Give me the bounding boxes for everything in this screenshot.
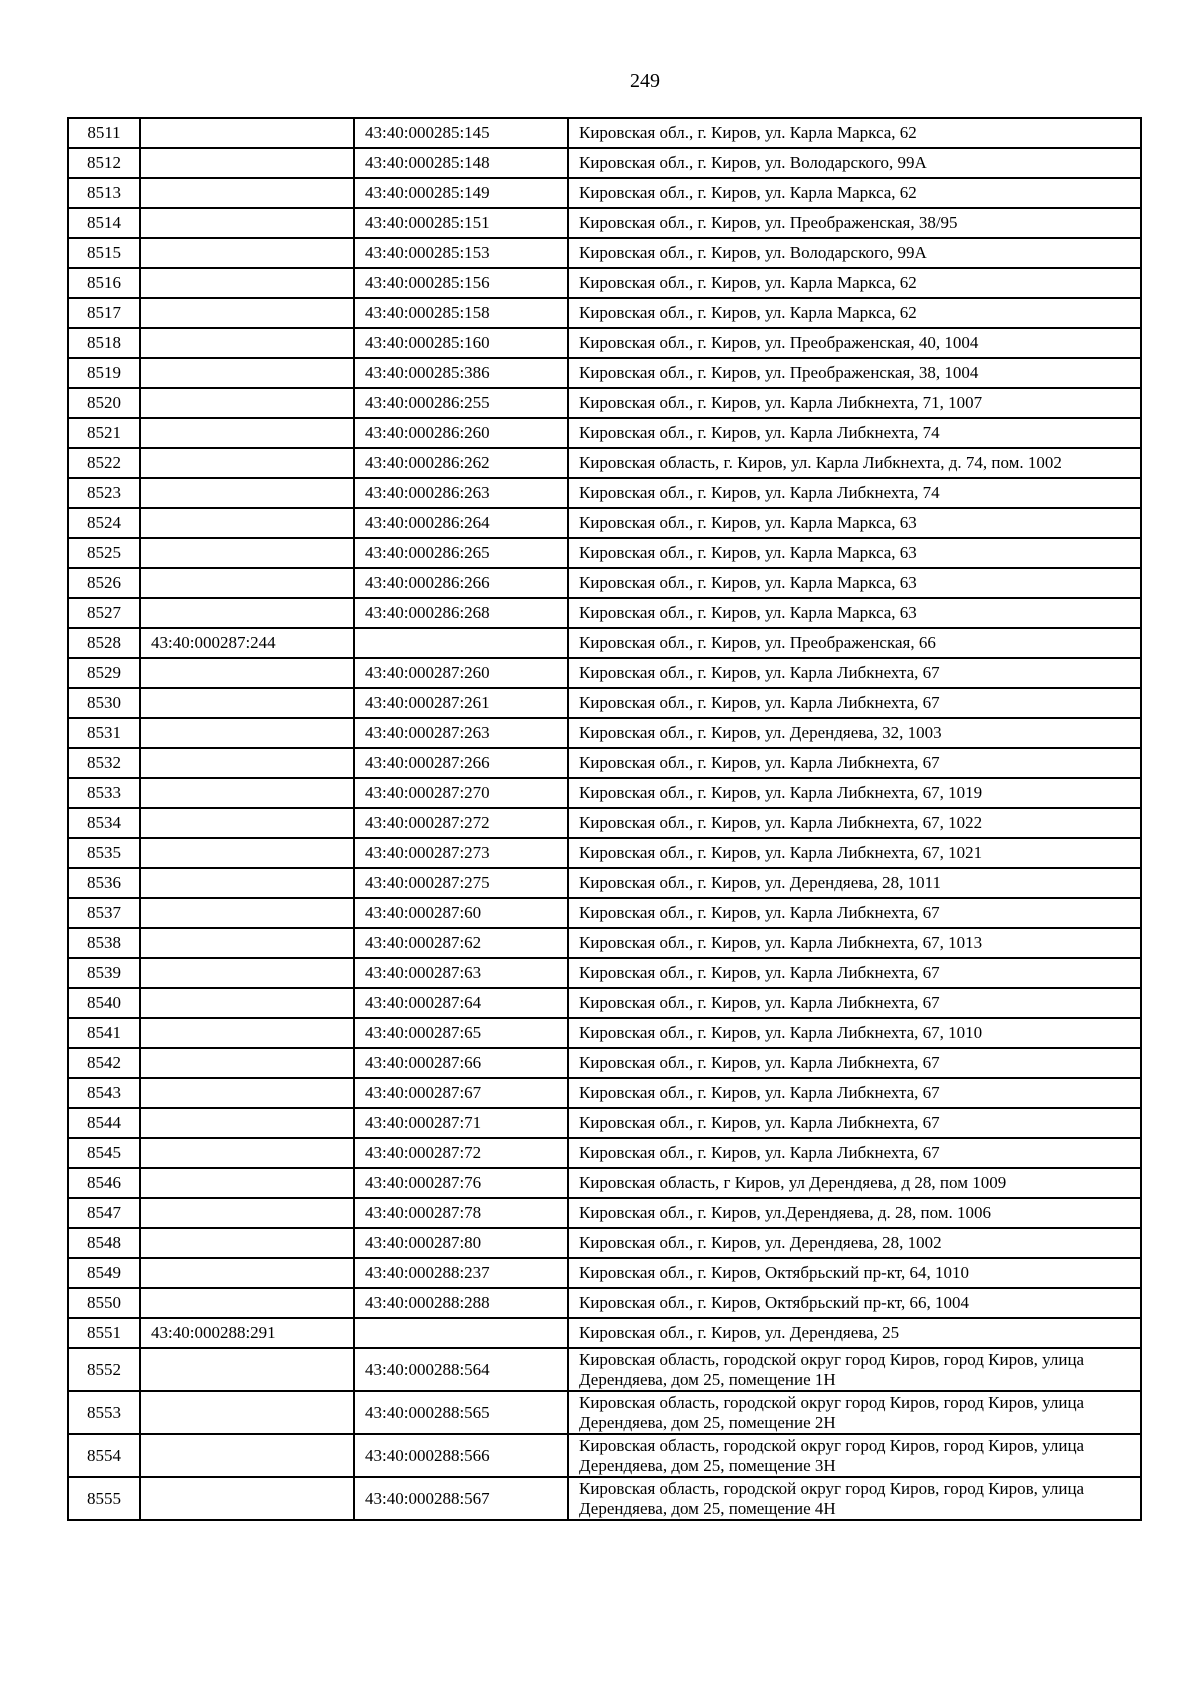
building-cadastral-number-cell: 43:40:000287:62 — [354, 928, 568, 958]
registry-table-body — [68, 118, 1141, 1520]
cadastral-number-cell — [140, 658, 354, 688]
building-cadastral-number-cell: 43:40:000285:156 — [354, 268, 568, 298]
cadastral-number-cell — [140, 808, 354, 838]
address-cell: Кировская область, городской округ город Киров, город Киров, улица Дерендяева, дом 25, помещение 4Н — [568, 1477, 1141, 1520]
building-cadastral-number-cell: 43:40:000288:565 — [354, 1391, 568, 1434]
row-number-cell: 8518 — [68, 328, 140, 358]
table-row — [68, 598, 1141, 628]
building-cadastral-number-cell: 43:40:000286:265 — [354, 538, 568, 568]
address-cell: Кировская обл., г. Киров, ул. Преображенская, 38/95 — [568, 208, 1141, 238]
address-cell: Кировская обл., г. Киров, ул. Карла Либкнехта, 67 — [568, 1048, 1141, 1078]
building-cadastral-number-cell: 43:40:000287:263 — [354, 718, 568, 748]
address-cell: Кировская обл., г. Киров, ул. Карла Либкнехта, 67 — [568, 748, 1141, 778]
cadastral-number-cell — [140, 1138, 354, 1168]
address-cell: Кировская обл., г. Киров, ул. Карла Либкнехта, 74 — [568, 478, 1141, 508]
row-number-cell: 8523 — [68, 478, 140, 508]
row-number-cell: 8527 — [68, 598, 140, 628]
building-cadastral-number-cell: 43:40:000287:260 — [354, 658, 568, 688]
cadastral-number-cell — [140, 568, 354, 598]
cadastral-number-cell — [140, 538, 354, 568]
cadastral-number-cell — [140, 448, 354, 478]
building-cadastral-number-cell: 43:40:000287:272 — [354, 808, 568, 838]
table-row — [68, 1168, 1141, 1198]
building-cadastral-number-cell: 43:40:000287:261 — [354, 688, 568, 718]
cadastral-number-cell — [140, 1108, 354, 1138]
cadastral-number-cell — [140, 1348, 354, 1391]
row-number-cell: 8515 — [68, 238, 140, 268]
address-cell: Кировская обл., г. Киров, ул. Преображенская, 66 — [568, 628, 1141, 658]
address-cell: Кировская область, городской округ город Киров, город Киров, улица Дерендяева, дом 25, помещение 3Н — [568, 1434, 1141, 1477]
table-row — [68, 268, 1141, 298]
row-number-cell: 8554 — [68, 1434, 140, 1477]
address-cell: Кировская обл., г. Киров, ул. Карла Либкнехта, 67, 1021 — [568, 838, 1141, 868]
building-cadastral-number-cell: 43:40:000287:275 — [354, 868, 568, 898]
cadastral-number-cell — [140, 988, 354, 1018]
building-cadastral-number-cell: 43:40:000287:270 — [354, 778, 568, 808]
address-cell: Кировская обл., г. Киров, ул. Карла Либкнехта, 67 — [568, 688, 1141, 718]
building-cadastral-number-cell: 43:40:000287:266 — [354, 748, 568, 778]
table-row — [68, 1318, 1141, 1348]
building-cadastral-number-cell: 43:40:000287:71 — [354, 1108, 568, 1138]
row-number-cell: 8543 — [68, 1078, 140, 1108]
row-number-cell: 8540 — [68, 988, 140, 1018]
row-number-cell: 8516 — [68, 268, 140, 298]
cadastral-number-cell — [140, 688, 354, 718]
address-cell: Кировская область, городской округ город Киров, город Киров, улица Дерендяева, дом 25, помещение 2Н — [568, 1391, 1141, 1434]
building-cadastral-number-cell: 43:40:000287:67 — [354, 1078, 568, 1108]
building-cadastral-number-cell: 43:40:000287:65 — [354, 1018, 568, 1048]
address-cell: Кировская обл., г. Киров, ул. Карла Либкнехта, 67 — [568, 898, 1141, 928]
table-row — [68, 838, 1141, 868]
cadastral-number-cell: 43:40:000288:291 — [140, 1318, 354, 1348]
cadastral-number-cell — [140, 1288, 354, 1318]
cadastral-number-cell — [140, 508, 354, 538]
row-number-cell: 8525 — [68, 538, 140, 568]
cadastral-number-cell — [140, 328, 354, 358]
address-cell: Кировская обл., г. Киров, ул. Карла Либкнехта, 74 — [568, 418, 1141, 448]
building-cadastral-number-cell: 43:40:000286:260 — [354, 418, 568, 448]
cadastral-number-cell — [140, 388, 354, 418]
cadastral-number-cell — [140, 268, 354, 298]
table-row — [68, 568, 1141, 598]
address-cell: Кировская обл., г. Киров, ул. Володарского, 99А — [568, 238, 1141, 268]
table-row — [68, 928, 1141, 958]
row-number-cell: 8555 — [68, 1477, 140, 1520]
building-cadastral-number-cell: 43:40:000288:564 — [354, 1348, 568, 1391]
building-cadastral-number-cell: 43:40:000287:63 — [354, 958, 568, 988]
cadastral-number-cell — [140, 868, 354, 898]
row-number-cell: 8533 — [68, 778, 140, 808]
cadastral-number-cell — [140, 928, 354, 958]
table-row — [68, 958, 1141, 988]
building-cadastral-number-cell: 43:40:000286:263 — [354, 478, 568, 508]
table-row — [68, 328, 1141, 358]
table-row — [68, 238, 1141, 268]
address-cell: Кировская обл., г. Киров, ул. Карла Либкнехта, 67 — [568, 1138, 1141, 1168]
building-cadastral-number-cell: 43:40:000286:255 — [354, 388, 568, 418]
table-row — [68, 808, 1141, 838]
row-number-cell: 8546 — [68, 1168, 140, 1198]
row-number-cell: 8548 — [68, 1228, 140, 1258]
building-cadastral-number-cell: 43:40:000287:60 — [354, 898, 568, 928]
table-row — [68, 148, 1141, 178]
cadastral-number-cell — [140, 778, 354, 808]
row-number-cell: 8529 — [68, 658, 140, 688]
cadastral-number-cell — [140, 1477, 354, 1520]
address-cell: Кировская обл., г. Киров, ул. Дерендяева, 28, 1002 — [568, 1228, 1141, 1258]
row-number-cell: 8522 — [68, 448, 140, 478]
address-cell: Кировская обл., г. Киров, ул. Володарского, 99А — [568, 148, 1141, 178]
address-cell: Кировская обл., г. Киров, ул. Карла Либкнехта, 67, 1013 — [568, 928, 1141, 958]
building-cadastral-number-cell: 43:40:000285:158 — [354, 298, 568, 328]
cadastral-number-cell — [140, 418, 354, 448]
table-row — [68, 1048, 1141, 1078]
address-cell: Кировская обл., г. Киров, ул. Карла Маркса, 62 — [568, 118, 1141, 148]
row-number-cell: 8547 — [68, 1198, 140, 1228]
row-number-cell: 8553 — [68, 1391, 140, 1434]
table-row — [68, 688, 1141, 718]
building-cadastral-number-cell: 43:40:000286:264 — [354, 508, 568, 538]
building-cadastral-number-cell: 43:40:000287:66 — [354, 1048, 568, 1078]
cadastral-number-cell — [140, 1078, 354, 1108]
address-cell: Кировская обл., г. Киров, ул. Карла Либкнехта, 67 — [568, 1108, 1141, 1138]
table-row — [68, 298, 1141, 328]
row-number-cell: 8545 — [68, 1138, 140, 1168]
cadastral-number-cell — [140, 718, 354, 748]
table-row — [68, 778, 1141, 808]
table-row — [68, 1348, 1141, 1391]
building-cadastral-number-cell: 43:40:000288:288 — [354, 1288, 568, 1318]
building-cadastral-number-cell: 43:40:000288:237 — [354, 1258, 568, 1288]
registry-table — [67, 117, 1142, 1521]
row-number-cell: 8537 — [68, 898, 140, 928]
table-row — [68, 448, 1141, 478]
address-cell: Кировская область, г Киров, ул Дерендяева, д 28, пом 1009 — [568, 1168, 1141, 1198]
address-cell: Кировская область, г. Киров, ул. Карла Либкнехта, д. 74, пом. 1002 — [568, 448, 1141, 478]
building-cadastral-number-cell: 43:40:000285:386 — [354, 358, 568, 388]
row-number-cell: 8534 — [68, 808, 140, 838]
address-cell: Кировская обл., г. Киров, ул. Карла Маркса, 63 — [568, 568, 1141, 598]
table-row — [68, 508, 1141, 538]
table-row — [68, 1391, 1141, 1434]
cadastral-number-cell — [140, 358, 354, 388]
row-number-cell: 8514 — [68, 208, 140, 238]
table-row — [68, 1477, 1141, 1520]
row-number-cell: 8552 — [68, 1348, 140, 1391]
building-cadastral-number-cell — [354, 628, 568, 658]
address-cell: Кировская обл., г. Киров, ул. Карла Маркса, 62 — [568, 178, 1141, 208]
table-row — [68, 538, 1141, 568]
row-number-cell: 8511 — [68, 118, 140, 148]
table-row — [68, 658, 1141, 688]
row-number-cell: 8526 — [68, 568, 140, 598]
building-cadastral-number-cell: 43:40:000287:273 — [354, 838, 568, 868]
table-row — [68, 478, 1141, 508]
row-number-cell: 8539 — [68, 958, 140, 988]
building-cadastral-number-cell: 43:40:000287:76 — [354, 1168, 568, 1198]
row-number-cell: 8550 — [68, 1288, 140, 1318]
table-row — [68, 178, 1141, 208]
table-row — [68, 898, 1141, 928]
cadastral-number-cell — [140, 1048, 354, 1078]
table-row — [68, 358, 1141, 388]
row-number-cell: 8535 — [68, 838, 140, 868]
cadastral-number-cell — [140, 898, 354, 928]
address-cell: Кировская обл., г. Киров, ул. Преображенская, 40, 1004 — [568, 328, 1141, 358]
cadastral-number-cell — [140, 598, 354, 628]
table-row — [68, 388, 1141, 418]
address-cell: Кировская обл., г. Киров, ул. Карла Либкнехта, 67, 1010 — [568, 1018, 1141, 1048]
building-cadastral-number-cell: 43:40:000287:64 — [354, 988, 568, 1018]
table-row — [68, 1258, 1141, 1288]
address-cell: Кировская область, городской округ город Киров, город Киров, улица Дерендяева, дом 25, помещение 1Н — [568, 1348, 1141, 1391]
address-cell: Кировская обл., г. Киров, ул.Дерендяева, д. 28, пом. 1006 — [568, 1198, 1141, 1228]
row-number-cell: 8542 — [68, 1048, 140, 1078]
row-number-cell: 8541 — [68, 1018, 140, 1048]
address-cell: Кировская обл., г. Киров, ул. Карла Маркса, 63 — [568, 538, 1141, 568]
building-cadastral-number-cell: 43:40:000286:266 — [354, 568, 568, 598]
address-cell: Кировская обл., г. Киров, Октябрьский пр-кт, 64, 1010 — [568, 1258, 1141, 1288]
page-number: 249 — [630, 70, 660, 92]
building-cadastral-number-cell: 43:40:000287:80 — [354, 1228, 568, 1258]
address-cell: Кировская обл., г. Киров, ул. Дерендяева, 28, 1011 — [568, 868, 1141, 898]
building-cadastral-number-cell: 43:40:000288:566 — [354, 1434, 568, 1477]
cadastral-number-cell — [140, 1258, 354, 1288]
building-cadastral-number-cell: 43:40:000287:78 — [354, 1198, 568, 1228]
address-cell: Кировская обл., г. Киров, ул. Карла Либкнехта, 67 — [568, 958, 1141, 988]
cadastral-number-cell — [140, 478, 354, 508]
row-number-cell: 8521 — [68, 418, 140, 448]
address-cell: Кировская обл., г. Киров, ул. Карла Либкнехта, 67 — [568, 988, 1141, 1018]
address-cell: Кировская обл., г. Киров, ул. Дерендяева, 32, 1003 — [568, 718, 1141, 748]
cadastral-number-cell: 43:40:000287:244 — [140, 628, 354, 658]
row-number-cell: 8531 — [68, 718, 140, 748]
table-row — [68, 1228, 1141, 1258]
cadastral-number-cell — [140, 838, 354, 868]
cadastral-number-cell — [140, 118, 354, 148]
table-row — [68, 1288, 1141, 1318]
row-number-cell: 8532 — [68, 748, 140, 778]
table-row — [68, 1018, 1141, 1048]
cadastral-number-cell — [140, 1198, 354, 1228]
row-number-cell: 8512 — [68, 148, 140, 178]
table-row — [68, 988, 1141, 1018]
row-number-cell: 8551 — [68, 1318, 140, 1348]
row-number-cell: 8520 — [68, 388, 140, 418]
building-cadastral-number-cell: 43:40:000287:72 — [354, 1138, 568, 1168]
row-number-cell: 8536 — [68, 868, 140, 898]
address-cell: Кировская обл., г. Киров, ул. Дерендяева, 25 — [568, 1318, 1141, 1348]
building-cadastral-number-cell: 43:40:000285:145 — [354, 118, 568, 148]
address-cell: Кировская обл., г. Киров, ул. Карла Маркса, 62 — [568, 268, 1141, 298]
row-number-cell: 8538 — [68, 928, 140, 958]
cadastral-number-cell — [140, 178, 354, 208]
address-cell: Кировская обл., г. Киров, ул. Карла Маркса, 62 — [568, 298, 1141, 328]
table-row — [68, 1078, 1141, 1108]
table-row — [68, 418, 1141, 448]
table-row — [68, 1198, 1141, 1228]
cadastral-number-cell — [140, 298, 354, 328]
cadastral-number-cell — [140, 1391, 354, 1434]
building-cadastral-number-cell: 43:40:000286:268 — [354, 598, 568, 628]
row-number-cell: 8517 — [68, 298, 140, 328]
cadastral-number-cell — [140, 238, 354, 268]
table-row — [68, 1138, 1141, 1168]
row-number-cell: 8530 — [68, 688, 140, 718]
table-row — [68, 718, 1141, 748]
table-row — [68, 118, 1141, 148]
building-cadastral-number-cell — [354, 1318, 568, 1348]
building-cadastral-number-cell: 43:40:000285:149 — [354, 178, 568, 208]
address-cell: Кировская обл., г. Киров, ул. Карла Либкнехта, 71, 1007 — [568, 388, 1141, 418]
cadastral-number-cell — [140, 958, 354, 988]
building-cadastral-number-cell: 43:40:000285:153 — [354, 238, 568, 268]
address-cell: Кировская обл., г. Киров, ул. Карла Маркса, 63 — [568, 508, 1141, 538]
table-row — [68, 1108, 1141, 1138]
address-cell: Кировская обл., г. Киров, ул. Карла Либкнехта, 67 — [568, 658, 1141, 688]
cadastral-number-cell — [140, 208, 354, 238]
cadastral-number-cell — [140, 1168, 354, 1198]
table-row — [68, 208, 1141, 238]
address-cell: Кировская обл., г. Киров, ул. Карла Либкнехта, 67, 1022 — [568, 808, 1141, 838]
row-number-cell: 8524 — [68, 508, 140, 538]
address-cell: Кировская обл., г. Киров, ул. Карла Либкнехта, 67 — [568, 1078, 1141, 1108]
address-cell: Кировская обл., г. Киров, ул. Преображенская, 38, 1004 — [568, 358, 1141, 388]
table-row — [68, 868, 1141, 898]
cadastral-number-cell — [140, 148, 354, 178]
row-number-cell: 8519 — [68, 358, 140, 388]
address-cell: Кировская обл., г. Киров, ул. Карла Маркса, 63 — [568, 598, 1141, 628]
table-row — [68, 1434, 1141, 1477]
row-number-cell: 8544 — [68, 1108, 140, 1138]
address-cell: Кировская обл., г. Киров, ул. Карла Либкнехта, 67, 1019 — [568, 778, 1141, 808]
building-cadastral-number-cell: 43:40:000285:148 — [354, 148, 568, 178]
cadastral-number-cell — [140, 748, 354, 778]
row-number-cell: 8549 — [68, 1258, 140, 1288]
table-row — [68, 628, 1141, 658]
building-cadastral-number-cell: 43:40:000288:567 — [354, 1477, 568, 1520]
building-cadastral-number-cell: 43:40:000286:262 — [354, 448, 568, 478]
building-cadastral-number-cell: 43:40:000285:151 — [354, 208, 568, 238]
cadastral-number-cell — [140, 1434, 354, 1477]
building-cadastral-number-cell: 43:40:000285:160 — [354, 328, 568, 358]
cadastral-number-cell — [140, 1018, 354, 1048]
cadastral-number-cell — [140, 1228, 354, 1258]
table-row — [68, 748, 1141, 778]
row-number-cell: 8513 — [68, 178, 140, 208]
row-number-cell: 8528 — [68, 628, 140, 658]
address-cell: Кировская обл., г. Киров, Октябрьский пр-кт, 66, 1004 — [568, 1288, 1141, 1318]
